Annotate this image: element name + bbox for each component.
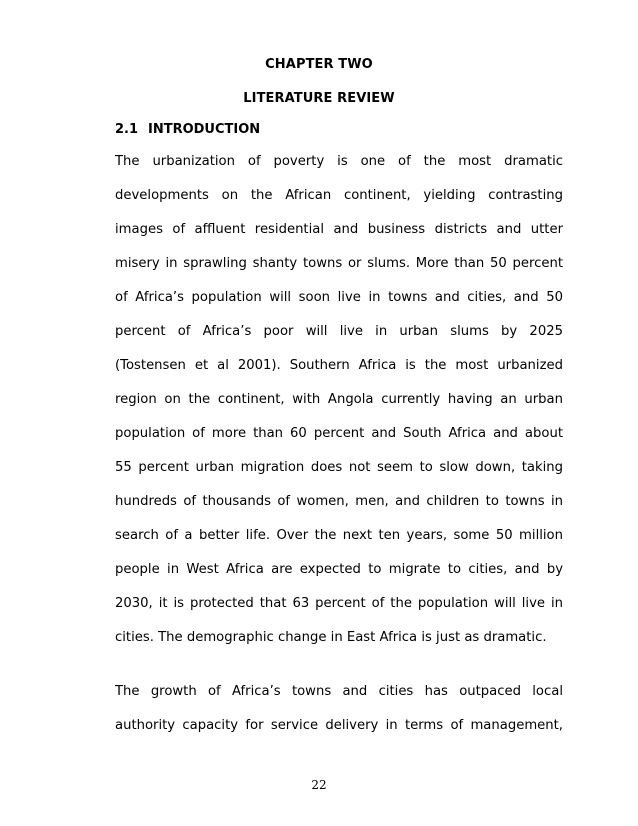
- paragraph-line: hundreds of thousands of women, men, and children to towns in: [115, 494, 563, 509]
- paragraph-line: (Tostensen et al 2001). Southern Africa is the most urbanized: [115, 358, 563, 373]
- paragraph-line: of Africa’s population will soon live in towns and cities, and 50: [115, 290, 563, 305]
- paragraph-line: The urbanization of poverty is one of the most dramatic: [115, 154, 563, 169]
- paragraph-line: people in West Africa are expected to migrate to cities, and by: [115, 562, 563, 577]
- paragraph-line: developments on the African continent, yielding contrasting: [115, 188, 563, 203]
- paragraph-line: search of a better life. Over the next ten years, some 50 million: [115, 528, 563, 543]
- paragraph-line: 2030, it is protected that 63 percent of the population will live in: [115, 596, 563, 611]
- subheading-number: 2.1: [115, 122, 139, 137]
- subheading-title: INTRODUCTION: [148, 122, 261, 137]
- paragraph-line: authority capacity for service delivery in terms of management,: [115, 718, 563, 733]
- paragraph-line: The growth of Africa’s towns and cities has outpaced local: [115, 684, 563, 699]
- paragraph-line: cities. The demographic change in East Africa is just as dramatic.: [115, 630, 547, 645]
- paragraph-line: percent of Africa’s poor will live in urban slums by 2025: [115, 324, 563, 339]
- section-subheading: [115, 122, 260, 137]
- paragraph-growth: [115, 682, 563, 750]
- section-title: LITERATURE REVIEW: [243, 91, 395, 106]
- paragraph-introduction: [115, 152, 563, 662]
- paragraph-line: region on the continent, with Angola currently having an urban: [115, 392, 563, 407]
- page-number: 22: [311, 778, 327, 792]
- paragraph-line: misery in sprawling shanty towns or slums. More than 50 percent: [115, 256, 563, 271]
- chapter-title: CHAPTER TWO: [265, 57, 373, 72]
- paragraph-line: 55 percent urban migration does not seem to slow down, taking: [115, 460, 563, 475]
- paragraph-line: images of affluent residential and business districts and utter: [115, 222, 563, 237]
- paragraph-line: population of more than 60 percent and South Africa and about: [115, 426, 563, 441]
